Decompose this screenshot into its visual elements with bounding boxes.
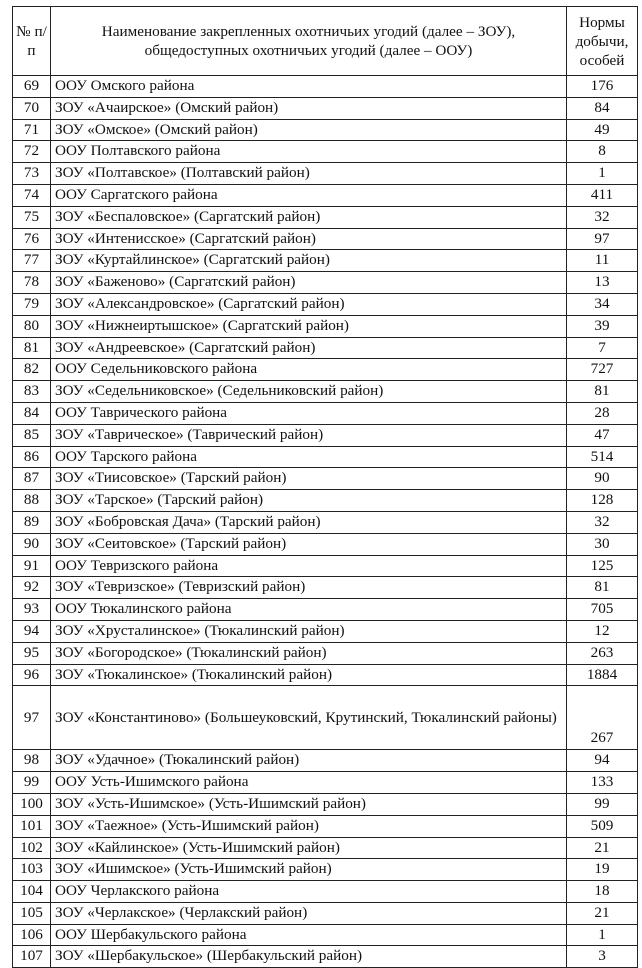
row-norm: 514 [567,446,638,468]
row-norm: 19 [567,859,638,881]
row-number: 101 [13,815,51,837]
row-name: ООУ Тарского района [51,446,567,468]
table-row [13,228,638,250]
row-norm: 411 [567,184,638,206]
table-row [13,881,638,903]
row-number: 103 [13,859,51,881]
table-row [13,76,638,98]
row-norm: 1 [567,924,638,946]
table-row [13,119,638,141]
row-norm: 11 [567,250,638,272]
row-norm: 12 [567,620,638,642]
row-number: 71 [13,119,51,141]
row-name: ЗОУ «Богородское» (Тюкалинский район) [51,642,567,664]
row-name: ООУ Черлакского района [51,881,567,903]
row-name: ООУ Седельниковского района [51,359,567,381]
row-number: 84 [13,402,51,424]
row-name: ЗОУ «Интенисское» (Саргатский район) [51,228,567,250]
table-row [13,815,638,837]
table-row [13,184,638,206]
table-row [13,468,638,490]
row-number: 82 [13,359,51,381]
row-norm: 18 [567,881,638,903]
table-row [13,315,638,337]
row-norm: 30 [567,533,638,555]
row-norm: 176 [567,76,638,98]
row-name: ЗОУ «Александровское» (Саргатский район) [51,293,567,315]
row-norm: 32 [567,511,638,533]
row-name: ЗОУ «Таврическое» (Таврический район) [51,424,567,446]
table-row [13,772,638,794]
row-number: 105 [13,902,51,924]
table-body [13,76,638,968]
row-norm: 28 [567,402,638,424]
row-number: 104 [13,881,51,903]
row-norm: 7 [567,337,638,359]
row-name: ЗОУ «Шербакульское» (Шербакульский район) [51,946,567,968]
row-name: ЗОУ «Тарское» (Тарский район) [51,490,567,512]
row-number: 93 [13,599,51,621]
row-name: ЗОУ «Ачаирское» (Омский район) [51,97,567,119]
row-name: ЗОУ «Полтавское» (Полтавский район) [51,163,567,185]
row-number: 96 [13,664,51,686]
row-norm: 90 [567,468,638,490]
row-number: 70 [13,97,51,119]
table-row [13,599,638,621]
table-row [13,424,638,446]
table-row [13,359,638,381]
table-row [13,446,638,468]
table-row [13,381,638,403]
row-norm: 125 [567,555,638,577]
row-name: ЗОУ «Бобровская Дача» (Тарский район) [51,511,567,533]
row-norm: 267 [567,686,638,750]
row-number: 78 [13,272,51,294]
header-row [13,7,638,76]
row-name: ООУ Тюкалинского района [51,599,567,621]
row-name: ООУ Омского района [51,76,567,98]
row-number: 92 [13,577,51,599]
table-row [13,250,638,272]
row-name: ЗОУ «Сеитовское» (Тарский район) [51,533,567,555]
row-number: 74 [13,184,51,206]
row-name: ЗОУ «Тевризское» (Тевризский район) [51,577,567,599]
table-row [13,163,638,185]
table-row [13,272,638,294]
row-norm: 84 [567,97,638,119]
header-name: Наименование закрепленных охотничьих угодий (далее – ЗОУ), общедоступных охотничьих угодий (далее – ООУ) [51,7,567,76]
row-number: 79 [13,293,51,315]
row-norm: 94 [567,750,638,772]
row-norm: 49 [567,119,638,141]
row-name: ЗОУ «Тиисовское» (Тарский район) [51,468,567,490]
row-norm: 97 [567,228,638,250]
row-number: 77 [13,250,51,272]
table-row [13,490,638,512]
row-name: ЗОУ «Нижнеиртышское» (Саргатский район) [51,315,567,337]
row-number: 69 [13,76,51,98]
row-number: 90 [13,533,51,555]
row-number: 76 [13,228,51,250]
row-number: 89 [13,511,51,533]
row-name: ООУ Саргатского района [51,184,567,206]
row-name: ЗОУ «Андреевское» (Саргатский район) [51,337,567,359]
row-norm: 39 [567,315,638,337]
row-norm: 1 [567,163,638,185]
row-norm: 34 [567,293,638,315]
row-name: ЗОУ «Ишимское» (Усть-Ишимский район) [51,859,567,881]
row-norm: 705 [567,599,638,621]
table-row [13,337,638,359]
row-number: 97 [13,686,51,750]
row-name: ЗОУ «Таежное» (Усть-Ишимский район) [51,815,567,837]
header-norm: Нормы добычи, особей [567,7,638,76]
row-name: ЗОУ «Омское» (Омский район) [51,119,567,141]
row-name: ЗОУ «Удачное» (Тюкалинский район) [51,750,567,772]
row-norm: 13 [567,272,638,294]
table-row [13,642,638,664]
row-name: ЗОУ «Черлакское» (Черлакский район) [51,902,567,924]
row-name: ЗОУ «Седельниковское» (Седельниковский район) [51,381,567,403]
row-number: 98 [13,750,51,772]
table-row [13,620,638,642]
table-row [13,293,638,315]
row-number: 107 [13,946,51,968]
row-number: 100 [13,793,51,815]
row-norm: 32 [567,206,638,228]
row-norm: 128 [567,490,638,512]
row-number: 102 [13,837,51,859]
row-number: 91 [13,555,51,577]
row-name: ЗОУ «Хрусталинское» (Тюкалинский район) [51,620,567,642]
table-header [13,7,638,76]
table-row [13,793,638,815]
table-row [13,924,638,946]
row-name: ЗОУ «Кайлинское» (Усть-Ишимский район) [51,837,567,859]
row-norm: 47 [567,424,638,446]
row-norm: 3 [567,946,638,968]
row-name: ООУ Усть-Ишимского района [51,772,567,794]
row-number: 87 [13,468,51,490]
row-name: ЗОУ «Усть-Ишимское» (Усть-Ишимский район) [51,793,567,815]
table-row [13,664,638,686]
row-norm: 133 [567,772,638,794]
table-row [13,859,638,881]
table-row [13,577,638,599]
table-row [13,750,638,772]
table-row [13,902,638,924]
row-number: 75 [13,206,51,228]
row-name: ЗОУ «Куртайлинское» (Саргатский район) [51,250,567,272]
row-norm: 509 [567,815,638,837]
row-norm: 21 [567,902,638,924]
row-number: 88 [13,490,51,512]
row-name: ООУ Шербакульского района [51,924,567,946]
table-row [13,533,638,555]
row-number: 80 [13,315,51,337]
row-number: 86 [13,446,51,468]
row-norm: 21 [567,837,638,859]
row-number: 72 [13,141,51,163]
row-norm: 1884 [567,664,638,686]
row-name: ЗОУ «Тюкалинское» (Тюкалинский район) [51,664,567,686]
row-name: ООУ Таврического района [51,402,567,424]
table-row [13,686,638,750]
hunting-quota-table [12,6,638,968]
row-name: ЗОУ «Константиново» (Большеуковский, Крутинский, Тюкалинский районы) [51,686,567,750]
row-number: 73 [13,163,51,185]
row-name: ЗОУ «Беспаловское» (Саргатский район) [51,206,567,228]
header-num: № п/п [13,7,51,76]
table-row [13,206,638,228]
row-number: 106 [13,924,51,946]
row-norm: 81 [567,577,638,599]
row-norm: 8 [567,141,638,163]
table-row [13,837,638,859]
row-number: 85 [13,424,51,446]
row-norm: 99 [567,793,638,815]
table-row [13,97,638,119]
row-number: 95 [13,642,51,664]
row-norm: 727 [567,359,638,381]
table-row [13,141,638,163]
row-number: 83 [13,381,51,403]
row-name: ООУ Полтавского района [51,141,567,163]
table-row [13,402,638,424]
row-norm: 263 [567,642,638,664]
table-row [13,511,638,533]
row-name: ЗОУ «Баженово» (Саргатский район) [51,272,567,294]
row-name: ООУ Тевризского района [51,555,567,577]
row-number: 94 [13,620,51,642]
row-norm: 81 [567,381,638,403]
row-number: 81 [13,337,51,359]
table-row [13,555,638,577]
table-row [13,946,638,968]
row-number: 99 [13,772,51,794]
